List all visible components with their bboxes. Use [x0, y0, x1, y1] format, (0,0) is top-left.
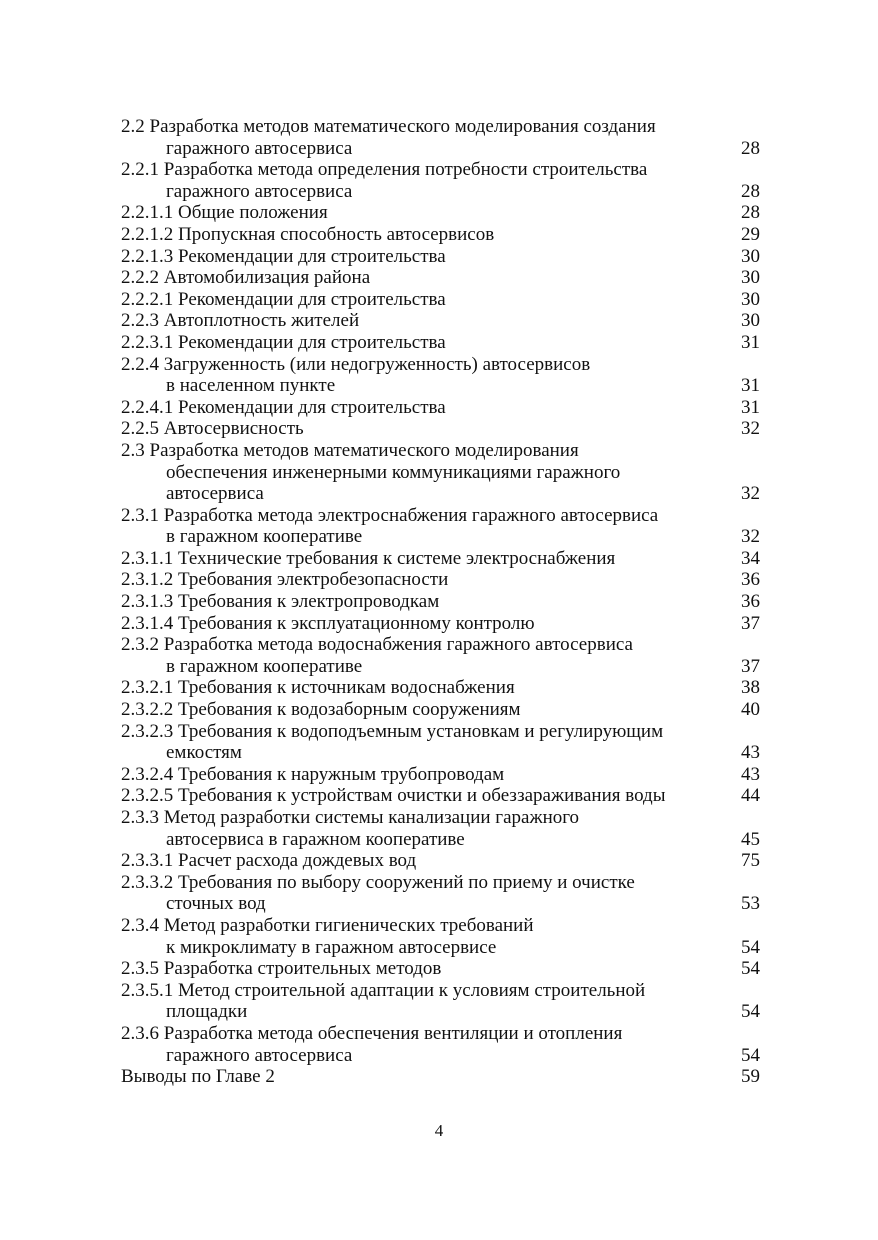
- toc-entry-page: 59: [741, 1066, 760, 1088]
- toc-entry: [121, 699, 761, 721]
- toc-entry-page: 36: [741, 591, 760, 613]
- toc-entry-page: 54: [741, 1044, 760, 1066]
- toc-entry-page: 54: [741, 936, 760, 958]
- toc-entry: [121, 1023, 761, 1066]
- toc-entry-continuation: [121, 937, 761, 959]
- toc-entry-line: [121, 289, 761, 311]
- toc-entry: [121, 764, 761, 786]
- toc-entry: [121, 807, 761, 850]
- toc-entry-page: 43: [741, 763, 760, 785]
- toc-entry: [121, 785, 761, 807]
- toc-entry-continuation: [121, 893, 761, 915]
- toc-entry-page: 30: [741, 267, 760, 289]
- toc-entry: [121, 915, 761, 958]
- toc-entry-title: 2.3.2.4 Требования к наружным трубопроводам: [121, 763, 505, 785]
- toc-entry-page: 31: [741, 375, 760, 397]
- toc-entry-title: сточных вод: [166, 893, 266, 915]
- toc-entry-title: 2.3.1.3 Требования к электропроводкам: [121, 591, 440, 613]
- toc-entry-line: [121, 267, 761, 289]
- toc-entry-page: [736, 505, 761, 527]
- toc-entry-page: [736, 116, 761, 138]
- toc-entry-continuation: [121, 829, 761, 851]
- toc-entry-title: 2.2.2 Автомобилизация района: [121, 267, 371, 289]
- toc-entry-title: 2.2.1 Разработка метода определения потребности строительства: [121, 159, 648, 181]
- toc-entry-page: 30: [741, 245, 760, 267]
- toc-entry: [121, 505, 761, 548]
- toc-entry-page: 32: [741, 526, 760, 548]
- toc-entry: [121, 721, 761, 764]
- toc-entry-line: [121, 224, 761, 246]
- toc-entry-page: 45: [741, 828, 760, 850]
- toc-entry-page: [736, 634, 761, 656]
- toc-entry-line: [121, 764, 761, 786]
- table-of-contents: [121, 116, 761, 1088]
- toc-entry: [121, 591, 761, 613]
- toc-entry-title: автосервиса: [166, 483, 264, 505]
- toc-entry-page: 53: [741, 893, 760, 915]
- toc-entry-line: [121, 850, 761, 872]
- toc-entry-line: [121, 1066, 761, 1088]
- toc-entry: [121, 202, 761, 224]
- toc-entry-line: [121, 548, 761, 570]
- toc-entry-line: [121, 310, 761, 332]
- page-number: 4: [434, 1121, 444, 1140]
- toc-entry-line: [121, 418, 761, 440]
- toc-entry: [121, 418, 761, 440]
- toc-entry-title: 2.3.2 Разработка метода водоснабжения гаражного автосервиса: [121, 634, 633, 656]
- toc-entry: [121, 677, 761, 699]
- toc-entry-line: [121, 634, 761, 656]
- toc-entry-page: 34: [741, 547, 760, 569]
- toc-entry: [121, 548, 761, 570]
- toc-entry-page: 29: [741, 223, 760, 245]
- toc-entry-page: 30: [741, 288, 760, 310]
- toc-entry-page: [736, 159, 761, 181]
- toc-entry-line: [121, 785, 761, 807]
- toc-entry-title: 2.2.5 Автосервисность: [121, 418, 304, 440]
- toc-entry-title: 2.3.3 Метод разработки системы канализации гаражного: [121, 807, 580, 828]
- toc-entry-title: автосервиса в гаражном кооперативе: [166, 828, 465, 850]
- toc-entry-line: [121, 613, 761, 635]
- toc-entry: [121, 613, 761, 635]
- toc-entry-line: [121, 591, 761, 613]
- toc-entry-title: 2.3.2.1 Требования к источникам водоснабжения: [121, 677, 515, 699]
- toc-entry-page: 37: [741, 612, 760, 634]
- toc-entry: [121, 267, 761, 289]
- toc-entry-continuation: [121, 1045, 761, 1067]
- toc-entry-line: [121, 116, 761, 138]
- toc-entry: [121, 246, 761, 268]
- toc-entry-title: в гаражном кооперативе: [166, 526, 363, 548]
- toc-entry-page: 31: [741, 396, 760, 418]
- toc-entry-line: [121, 202, 761, 224]
- toc-entry-page: 43: [741, 742, 760, 764]
- toc-entry-line: [121, 958, 761, 980]
- toc-entry-title: емкостям: [166, 742, 242, 764]
- toc-entry-continuation: [121, 656, 761, 678]
- toc-entry-title: обеспечения инженерными коммуникациями гаражного: [166, 461, 621, 483]
- toc-entry-page: [736, 440, 761, 462]
- toc-entry-page: 28: [741, 202, 760, 224]
- toc-entry-title: 2.3 Разработка методов математического моделирования: [121, 439, 579, 461]
- toc-entry-page: 28: [741, 137, 760, 159]
- toc-entry-line: [121, 915, 761, 937]
- toc-entry-title: 2.3.2.2 Требования к водозаборным сооружениям: [121, 699, 521, 721]
- toc-entry-title: Выводы по Главе 2: [121, 1066, 275, 1088]
- toc-entry-page: 75: [741, 850, 760, 872]
- toc-entry-line: [121, 354, 761, 376]
- toc-entry-page: 44: [741, 785, 760, 807]
- toc-entry-title: 2.3.5.1 Метод строительной адаптации к условиям строительной: [121, 979, 646, 1001]
- toc-entry-line: [121, 505, 761, 527]
- toc-entry-title: площадки: [166, 1001, 248, 1023]
- toc-entry-line: [121, 569, 761, 591]
- toc-entry-title: 2.3.1.2 Требования электробезопасности: [121, 569, 449, 591]
- toc-entry-page: [736, 807, 761, 829]
- toc-entry-title: 2.2.2.1 Рекомендации для строительства: [121, 288, 446, 310]
- toc-entry: [121, 397, 761, 419]
- toc-entry-continuation: [121, 462, 761, 484]
- toc-entry-page: 38: [741, 677, 760, 699]
- toc-entry-title: 2.2.1.1 Общие положения: [121, 202, 328, 224]
- toc-entry-line: [121, 807, 761, 829]
- toc-entry-title: 2.2.4.1 Рекомендации для строительства: [121, 396, 446, 418]
- toc-entry-page: 54: [741, 1001, 760, 1023]
- toc-entry-line: [121, 246, 761, 268]
- toc-entry-page: 28: [741, 180, 760, 202]
- toc-entry-title: 2.2.4 Загруженность (или недогруженность) автосервисов: [121, 353, 591, 375]
- toc-entry-title: 2.3.1.1 Технические требования к системе электроснабжения: [121, 547, 616, 569]
- toc-entry-title: в гаражном кооперативе: [166, 655, 363, 677]
- toc-entry-page: 37: [741, 655, 760, 677]
- toc-entry: [121, 332, 761, 354]
- toc-entry-title: гаражного автосервиса: [166, 137, 353, 159]
- toc-entry-line: [121, 1023, 761, 1045]
- toc-entry-continuation: [121, 742, 761, 764]
- toc-entry: [121, 354, 761, 397]
- toc-entry-page: 31: [741, 331, 760, 353]
- toc-entry-continuation: [121, 1001, 761, 1023]
- toc-entry: [121, 116, 761, 159]
- toc-entry-title: 2.2.3 Автоплотность жителей: [121, 310, 360, 332]
- toc-entry-page: [736, 1023, 761, 1045]
- toc-entry-page: 32: [741, 418, 760, 440]
- toc-entry: [121, 634, 761, 677]
- toc-entry-title: гаражного автосервиса: [166, 180, 353, 202]
- toc-entry-continuation: [121, 138, 761, 160]
- toc-entry-line: [121, 332, 761, 354]
- toc-entry-title: 2.3.5 Разработка строительных методов: [121, 958, 442, 980]
- toc-entry-title: 2.3.1 Разработка метода электроснабжения гаражного автосервиса: [121, 504, 659, 526]
- toc-entry-title: 2.3.3.2 Требования по выбору сооружений по приему и очистке: [121, 871, 635, 893]
- toc-entry-title: 2.3.6 Разработка метода обеспечения вентиляции и отопления: [121, 1022, 623, 1044]
- toc-entry: [121, 980, 761, 1023]
- toc-entry-page: [736, 915, 761, 937]
- toc-entry-title: 2.2.1.3 Рекомендации для строительства: [121, 245, 446, 267]
- toc-entry-page: 40: [741, 699, 760, 721]
- toc-entry-line: [121, 872, 761, 894]
- toc-entry-title: гаражного автосервиса: [166, 1044, 353, 1066]
- toc-entry-line: [121, 440, 761, 462]
- toc-entry-page: 32: [741, 483, 760, 505]
- toc-entry: [121, 872, 761, 915]
- toc-entry-continuation: [121, 526, 761, 548]
- toc-entry: [121, 289, 761, 311]
- toc-entry-continuation: [121, 375, 761, 397]
- toc-entry-title: в населенном пункте: [166, 375, 336, 397]
- toc-entry-continuation: [121, 181, 761, 203]
- toc-entry-page: 36: [741, 569, 760, 591]
- toc-entry-title: 2.3.2.3 Требования к водоподъемным установкам и регулирующим: [121, 720, 664, 742]
- toc-entry: [121, 958, 761, 980]
- toc-entry-title: 2.3.3.1 Расчет расхода дождевых вод: [121, 850, 417, 872]
- toc-entry-page: [736, 721, 761, 743]
- toc-entry-title: 2.3.1.4 Требования к эксплуатационному контролю: [121, 612, 535, 634]
- toc-entry: [121, 850, 761, 872]
- toc-entry-page: [736, 872, 761, 894]
- toc-entry: [121, 569, 761, 591]
- toc-entry: [121, 1066, 761, 1088]
- toc-entry-title: к микроклимату в гаражном автосервисе: [166, 936, 497, 958]
- toc-entry-title: 2.3.2.5 Требования к устройствам очистки и обеззараживания воды: [121, 785, 666, 807]
- toc-entry: [121, 310, 761, 332]
- toc-entry-page: [736, 980, 761, 1002]
- toc-entry-line: [121, 677, 761, 699]
- toc-entry-line: [121, 159, 761, 181]
- toc-entry-line: [121, 699, 761, 721]
- toc-entry: [121, 224, 761, 246]
- toc-entry-page: 30: [741, 310, 760, 332]
- toc-entry-title: 2.2 Разработка методов математического моделирования создания: [121, 116, 656, 137]
- toc-entry-title: 2.3.4 Метод разработки гигиенических требований: [121, 914, 534, 936]
- toc-entry-page: [736, 462, 761, 484]
- toc-entry-page: 54: [741, 958, 760, 980]
- toc-entry-page: [736, 354, 761, 376]
- toc-entry-title: 2.2.3.1 Рекомендации для строительства: [121, 331, 446, 353]
- toc-entry-line: [121, 980, 761, 1002]
- toc-entry: [121, 159, 761, 202]
- toc-entry-title: 2.2.1.2 Пропускная способность автосервисов: [121, 223, 495, 245]
- toc-entry: [121, 440, 761, 505]
- toc-entry-continuation: [121, 483, 761, 505]
- toc-entry-line: [121, 721, 761, 743]
- toc-entry-line: [121, 397, 761, 419]
